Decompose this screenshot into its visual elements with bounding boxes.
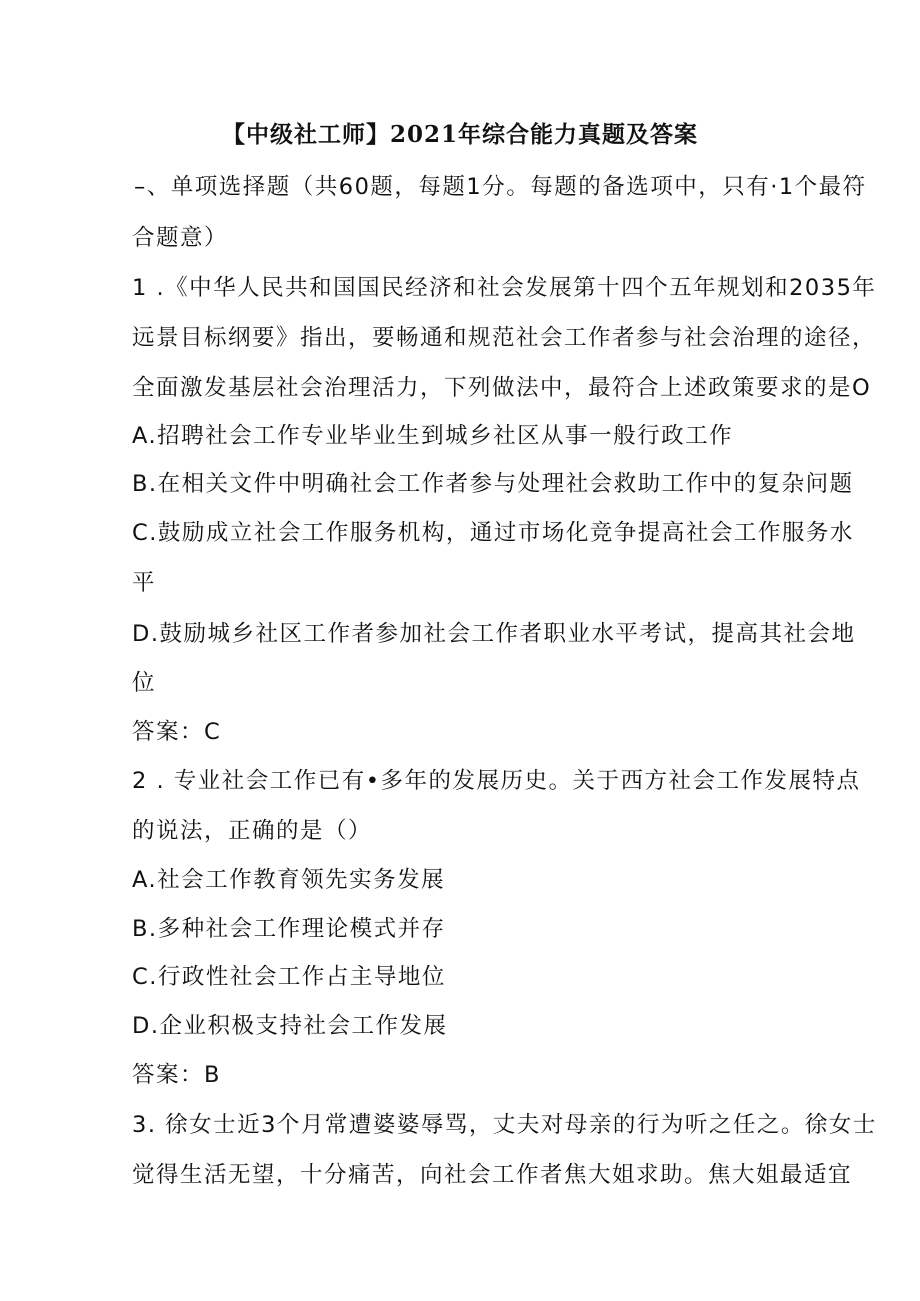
question-2-option-c: C.行政性社会工作占主导地位: [132, 964, 446, 990]
question-2-answer: 答案：B: [132, 1062, 221, 1088]
question-2-option-b: B.多种社会工作理论模式并存: [132, 916, 446, 942]
question-3-stem: 觉得生活无望，十分痛苦，向社会工作者焦大姐求助。焦大姐最适宜: [132, 1162, 853, 1188]
question-1-option-a: A.招聘社会工作专业毕业生到城乡社区从事一般行政工作: [132, 423, 734, 449]
question-1-option-c: C.鼓励成立社会工作服务机构，通过市场化竞争提高社会工作服务水: [132, 520, 854, 546]
question-2-option-a: A.社会工作教育领先实务发展: [132, 867, 446, 893]
question-1-stem: 远景目标纲要》指出，要畅通和规范社会工作者参与社会治理的途径，: [132, 325, 877, 351]
page-title: 【中级社工师】2021年综合能力真题及答案: [221, 121, 698, 148]
section-heading-cont: 合题意）: [132, 225, 229, 251]
question-2-stem: 2 . 专业社会工作已有•多年的发展历史。关于西方社会工作发展特点: [132, 768, 861, 794]
question-3-stem: 3. 徐女士近3个月常遭婆婆辱骂，丈夫对母亲的行为听之任之。徐女士: [132, 1112, 877, 1138]
question-1-option-b: B.在相关文件中明确社会工作者参与处理社会救助工作中的复杂问题: [132, 471, 854, 497]
section-heading: –、单项选择题（共60题，每题1分。每题的备选项中，只有·1个最符: [134, 174, 867, 200]
question-2-stem: 的说法，正确的是（）: [132, 818, 373, 844]
question-1-option-d-cont: 位: [132, 670, 157, 696]
question-1-stem: 全面激发基层社会治理活力，下列做法中，最符合上述政策要求的是O: [132, 375, 872, 401]
question-1-option-c-cont: 平: [132, 570, 157, 596]
question-2-option-d: D.企业积极支持社会工作发展: [132, 1013, 448, 1039]
question-1-option-d: D.鼓励城乡社区工作者参加社会工作者职业水平考试，提高其社会地: [132, 621, 856, 647]
question-1-stem: 1 .《中华人民共和国国民经济和社会发展第十四个五年规划和2035年: [132, 275, 877, 301]
question-1-answer: 答案：C: [132, 719, 222, 745]
